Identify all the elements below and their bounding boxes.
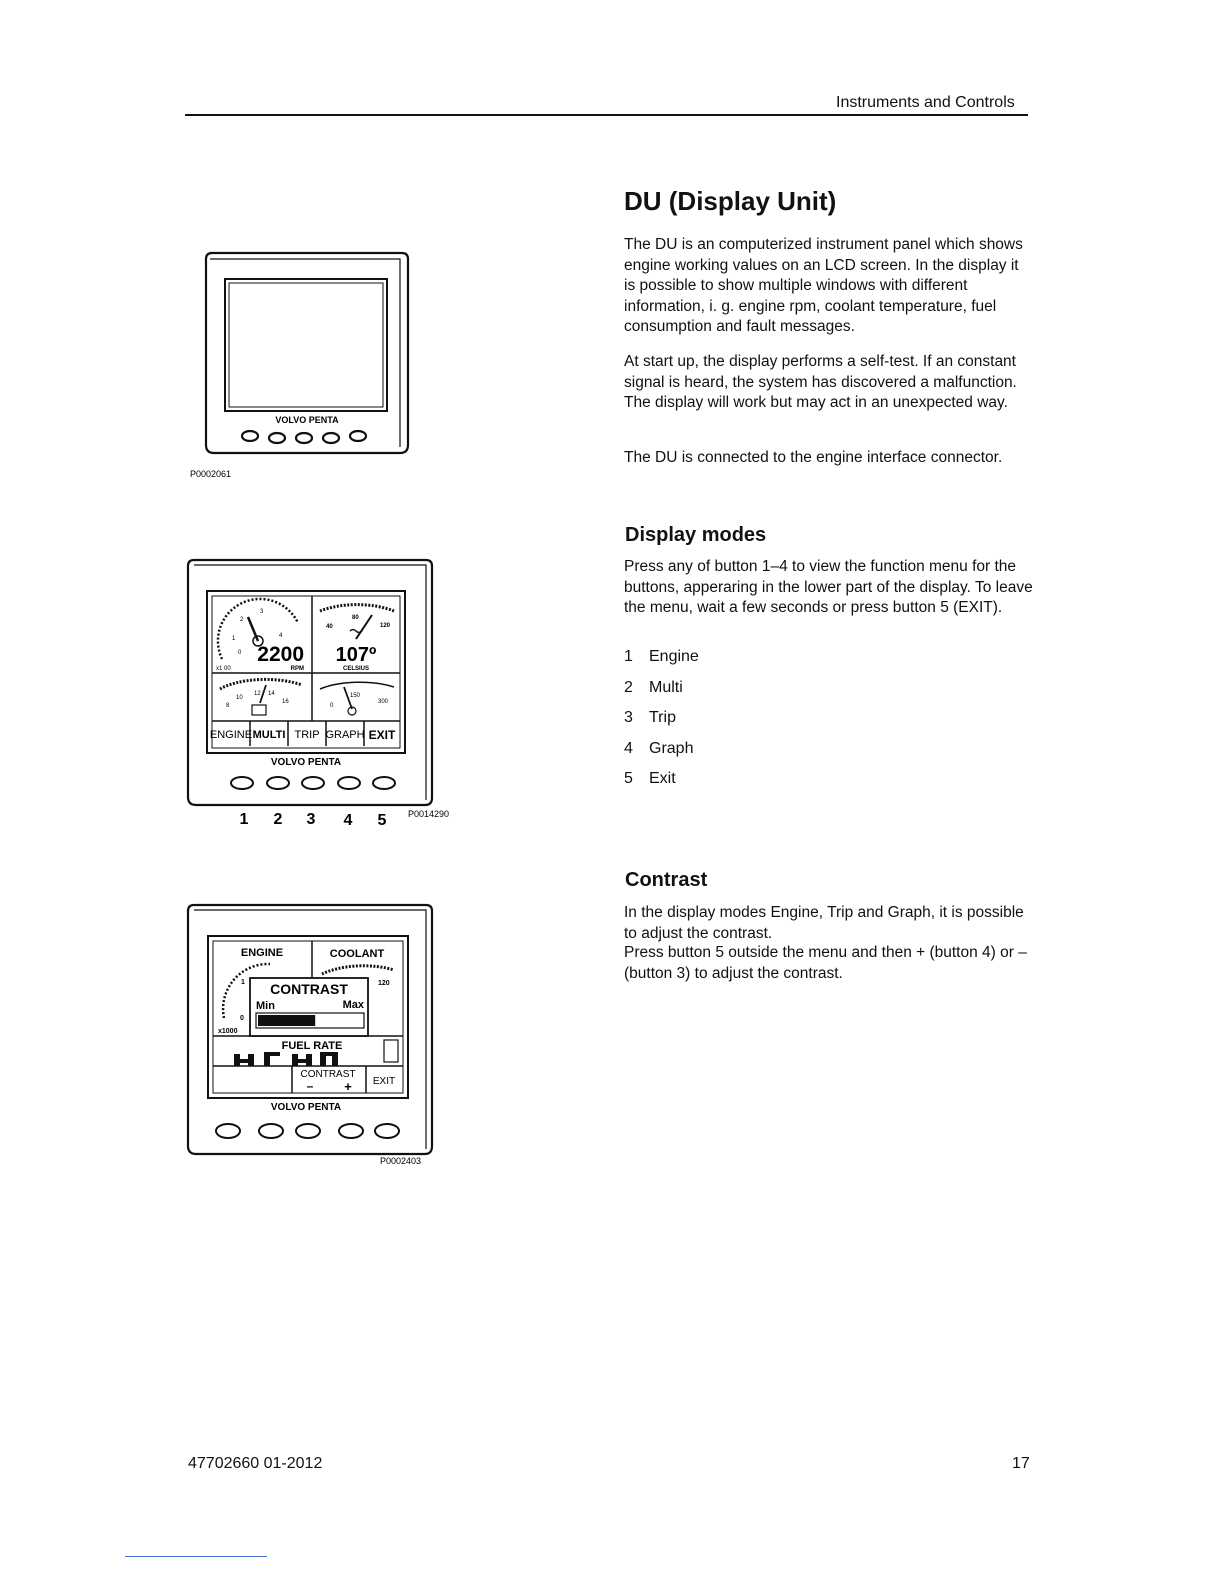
button-numbers bbox=[240, 811, 387, 829]
figure-id: P0002061 bbox=[190, 469, 232, 479]
brand-logo: VOLVO PENTA bbox=[270, 757, 342, 768]
coolant-label: COOLANT bbox=[329, 948, 385, 960]
svg-text:5: 5 bbox=[377, 812, 387, 829]
list-item: 3 Trip bbox=[624, 709, 676, 726]
figure-display-modes bbox=[180, 553, 470, 833]
page-title: DU (Display Unit) bbox=[624, 186, 837, 216]
footer-doc-number: 47702660 01-2012 bbox=[188, 1455, 323, 1472]
svg-text:120: 120 bbox=[378, 980, 390, 987]
menu-trip: TRIP bbox=[294, 729, 320, 741]
figure-id: P0002403 bbox=[380, 1156, 422, 1166]
contrast-paragraph-1: In the display modes Engine, Trip and Graph, it is possible to adjust the contrast. bbox=[624, 904, 1024, 942]
menu-exit: EXIT bbox=[372, 1076, 396, 1087]
display-modes-heading: Display modes bbox=[625, 524, 767, 546]
list-item: 5 Exit bbox=[624, 770, 676, 787]
hardware-buttons bbox=[231, 777, 395, 789]
contrast-title: CONTRAST bbox=[270, 981, 348, 997]
menu-engine: ENGINE bbox=[209, 729, 253, 741]
menu-plus: + bbox=[344, 1079, 352, 1094]
menu-contrast: CONTRAST bbox=[300, 1069, 356, 1080]
display-menu-bar bbox=[210, 721, 396, 746]
menu-exit: EXIT bbox=[368, 728, 396, 742]
svg-text:14: 14 bbox=[268, 691, 275, 697]
voltage-gauge bbox=[220, 679, 302, 715]
list-item: 4 Graph bbox=[624, 739, 694, 757]
intro-paragraph-3: The DU is connected to the engine interface connector. bbox=[624, 449, 1003, 466]
oil-pressure-gauge bbox=[320, 682, 394, 715]
menu-multi: MULTI bbox=[252, 729, 286, 741]
brand-logo: VOLVO PENTA bbox=[270, 1102, 342, 1113]
svg-text:0: 0 bbox=[238, 650, 242, 656]
svg-text:80: 80 bbox=[352, 615, 359, 621]
svg-text:1: 1 bbox=[232, 636, 236, 642]
svg-text:4: 4 bbox=[343, 812, 353, 829]
svg-text:0: 0 bbox=[330, 703, 334, 709]
figure-contrast bbox=[180, 898, 450, 1173]
hardware-buttons bbox=[216, 1124, 399, 1138]
temperature-value: 107º bbox=[335, 644, 377, 666]
fuel-rate-label: FUEL RATE bbox=[281, 1040, 343, 1052]
rpm-gauge bbox=[216, 599, 304, 672]
svg-text:12: 12 bbox=[254, 691, 261, 697]
svg-text:4: 4 bbox=[279, 633, 283, 639]
intro-paragraph-1: The DU is an computerized instrument panel which shows engine working values on an LCD screen. In the display it is possible to show multiple windows with different information, i. g. engine rpm, coolant temperature, fuel consumption and fault messages. bbox=[624, 236, 1023, 335]
svg-text:150: 150 bbox=[350, 693, 361, 699]
svg-text:3: 3 bbox=[306, 811, 316, 828]
svg-text:0: 0 bbox=[240, 1015, 244, 1022]
temperature-unit: CELSIUS bbox=[342, 666, 370, 672]
rpm-unit: RPM bbox=[290, 666, 304, 672]
header-rule bbox=[185, 114, 1028, 116]
svg-text:2: 2 bbox=[240, 617, 244, 623]
contrast-min: Min bbox=[256, 1000, 275, 1012]
menu-graph: GRAPH bbox=[325, 729, 365, 741]
svg-text:3: 3 bbox=[260, 609, 264, 615]
hardware-buttons bbox=[242, 431, 366, 443]
rpm-scale: x1 00 bbox=[216, 666, 231, 672]
svg-text:16: 16 bbox=[282, 699, 289, 705]
figure-id: P0014290 bbox=[408, 809, 450, 819]
intro-paragraph-2: At start up, the display performs a self-test. If an constant signal is heard, the system has discovered a malfunction. The display will work but may act in an unexpected way. bbox=[624, 353, 1017, 411]
brand-logo: VOLVO PENTA bbox=[275, 415, 339, 425]
svg-text:40: 40 bbox=[326, 624, 333, 630]
fuel-rate-digits bbox=[234, 1052, 338, 1066]
figure-display-unit-blank bbox=[180, 245, 420, 485]
contrast-paragraph-2: Press button 5 outside the menu and then + (button 4) or – (button 3) to adjust the contrast. bbox=[624, 944, 1027, 982]
temperature-gauge bbox=[320, 605, 394, 672]
display-modes-list bbox=[624, 648, 699, 801]
svg-text:8: 8 bbox=[226, 703, 230, 709]
footer-divider bbox=[125, 1556, 267, 1557]
svg-text:300: 300 bbox=[378, 699, 389, 705]
svg-text:10: 10 bbox=[236, 695, 243, 701]
list-item: 2 Multi bbox=[624, 678, 683, 696]
svg-text:x1000: x1000 bbox=[218, 1028, 238, 1035]
svg-text:120: 120 bbox=[380, 623, 391, 629]
contrast-max: Max bbox=[342, 999, 364, 1011]
rpm-value: 2200 bbox=[257, 643, 304, 666]
svg-text:1: 1 bbox=[241, 979, 245, 986]
running-header: Instruments and Controls bbox=[836, 94, 1015, 111]
contrast-heading: Contrast bbox=[625, 869, 708, 891]
contrast-popup bbox=[250, 978, 368, 1036]
contrast-level-bar bbox=[258, 1015, 315, 1026]
engine-label: ENGINE bbox=[240, 947, 284, 959]
list-item: 1 Engine bbox=[624, 648, 699, 665]
fuel-gauge-icon bbox=[384, 1040, 398, 1062]
page-number: 17 bbox=[1012, 1455, 1030, 1472]
svg-text:2: 2 bbox=[273, 811, 283, 828]
svg-text:1: 1 bbox=[239, 811, 249, 828]
menu-minus: – bbox=[306, 1079, 314, 1093]
display-modes-paragraph: Press any of button 1–4 to view the function menu for the buttons, apperaring in the lower part of the display. To leave the menu, wait a few seconds or press button 5 (EXIT). bbox=[624, 558, 1033, 616]
